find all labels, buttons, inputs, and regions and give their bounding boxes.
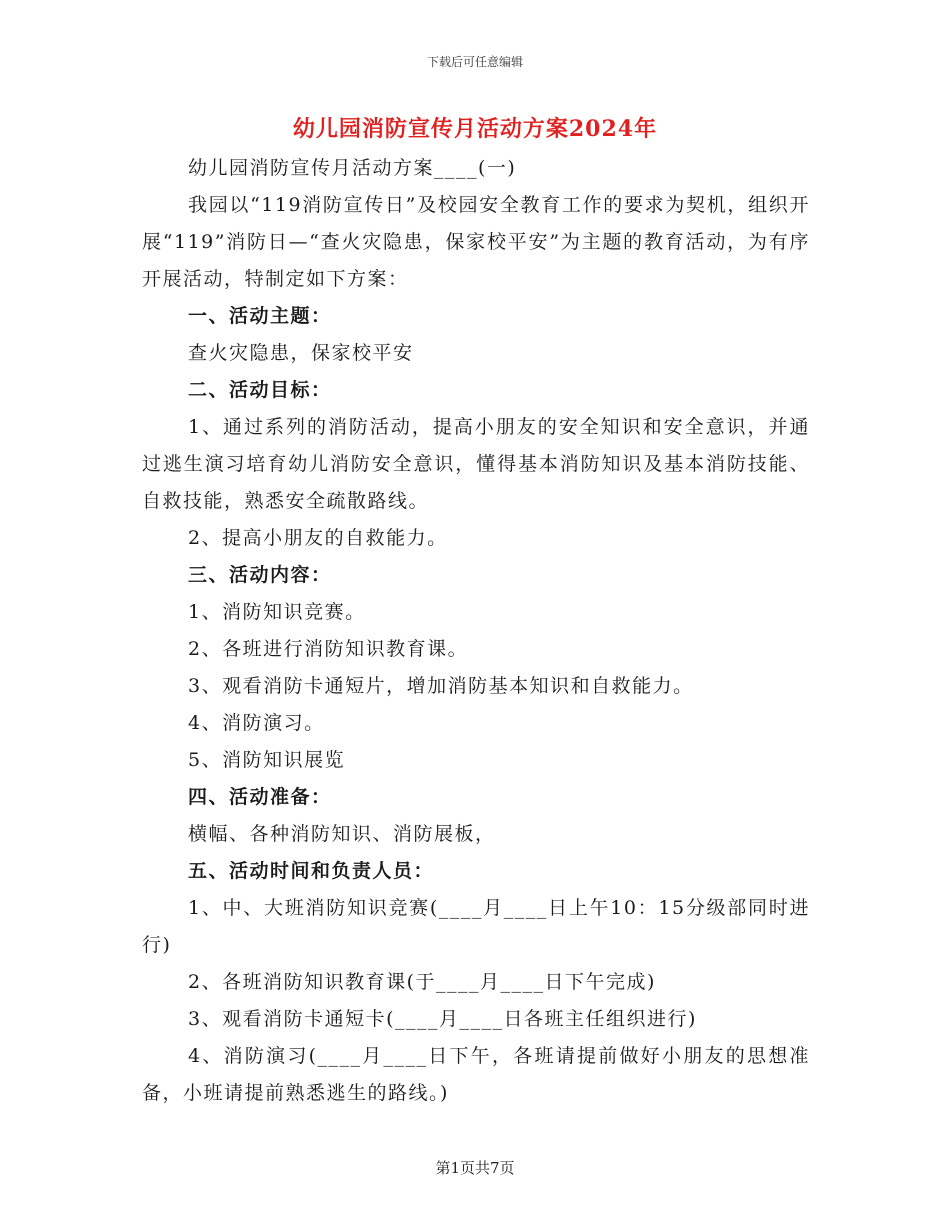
section-heading-theme: 一、活动主题：	[188, 305, 332, 327]
paragraph-schedule-4: 4、消防演习(____月____日下午，各班请提前做好小朋友的思想准备，小班请提前熟悉逃生的路线。)	[142, 1045, 810, 1104]
paragraph-goal-1: 1、通过系列的消防活动，提高小朋友的安全知识和安全意识，并通过逃生演习培育幼儿消防安全意识，懂得基本消防知识及基本消防技能、自救技能，熟悉安全疏散路线。	[142, 416, 810, 512]
paragraph-goal-2: 2、提高小朋友的自救能力。	[188, 527, 448, 549]
paragraph-schedule-2: 2、各班消防知识教育课(于____月____日下午完成)	[188, 971, 656, 993]
document-body	[142, 150, 810, 1112]
paragraph-content-4: 4、消防演习。	[188, 712, 325, 734]
paragraph-content-5: 5、消防知识展览	[188, 749, 346, 771]
section-heading-goals: 二、活动目标：	[188, 379, 332, 401]
section-heading-content: 三、活动内容：	[188, 564, 332, 586]
paragraph-content-2: 2、各班进行消防知识教育课。	[188, 638, 469, 660]
paragraph-schedule-3: 3、观看消防卡通短卡(____月____日各班主任组织进行)	[188, 1008, 697, 1030]
section-heading-preparation: 四、活动准备：	[188, 786, 332, 808]
paragraph-intro: 我园以“119消防宣传日”及校园安全教育工作的要求为契机，组织开展“119”消防日—“查火灾隐患，保家校平安”为主题的教育活动，为有序开展活动，特制定如下方案：	[142, 194, 810, 290]
page-number-footer: 第1页共7页	[435, 1159, 515, 1177]
paragraph-content-3: 3、观看消防卡通短片，增加消防基本知识和自救能力。	[188, 675, 694, 697]
paragraph-content-1: 1、消防知识竞赛。	[188, 601, 366, 623]
paragraph-theme: 查火灾隐患，保家校平安	[188, 342, 414, 364]
paragraph-plan-subtitle: 幼儿园消防宣传月活动方案____(一)	[188, 157, 517, 179]
header-note: 下载后可任意编辑	[426, 55, 523, 69]
paragraph-preparation: 横幅、各种消防知识、消防展板，	[188, 823, 496, 845]
document-title: 幼儿园消防宣传月活动方案2024年	[292, 116, 658, 142]
paragraph-schedule-1: 1、中、大班消防知识竞赛(____月____日上午10：15分级部同时进行)	[142, 897, 810, 956]
section-heading-schedule: 五、活动时间和负责人员：	[188, 860, 435, 882]
